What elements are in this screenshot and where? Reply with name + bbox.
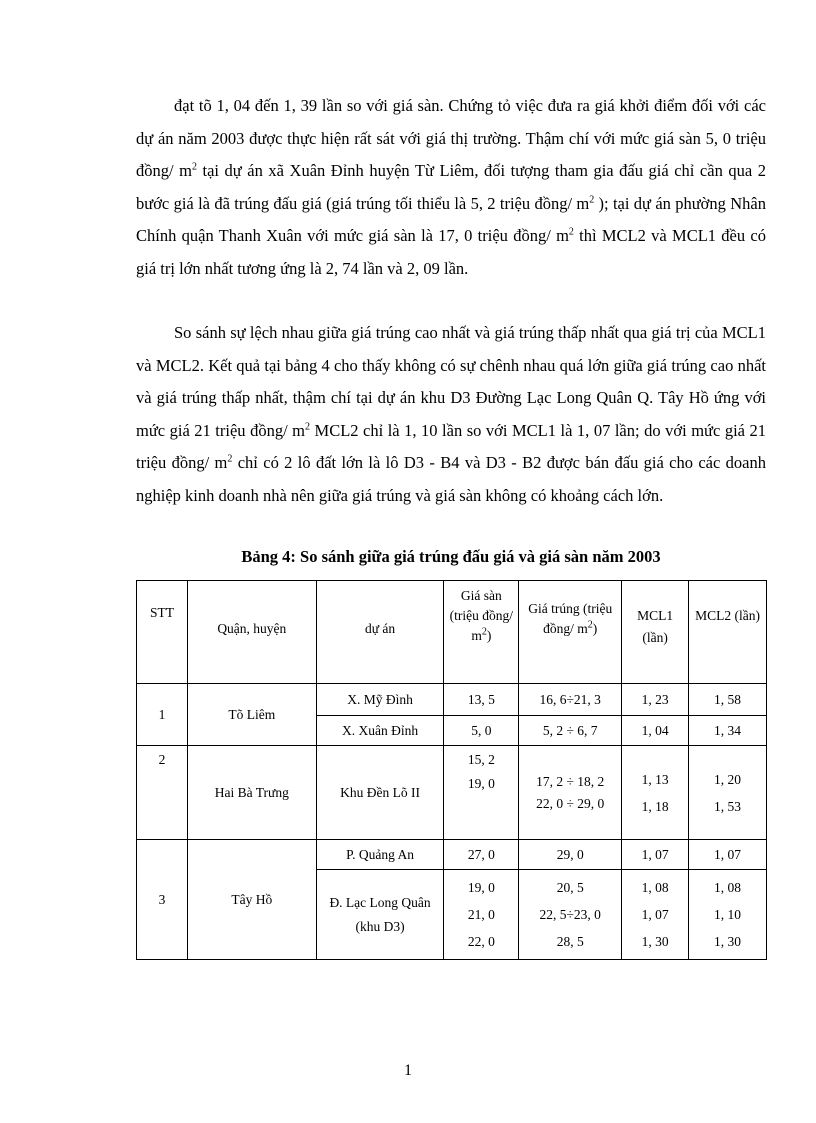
p2-text-b: MCL2 chỉ là 1, 10 lần so với MCL1 là 1, 07 lần; do với mức giá 21 triệu đồng/ m bbox=[136, 420, 766, 472]
floor-value: 15, 2 bbox=[467, 752, 495, 767]
mcl1-value: 1, 30 bbox=[641, 934, 669, 949]
cell-mcl2: 1, 07 bbox=[689, 840, 767, 870]
cell-floor bbox=[444, 746, 519, 840]
p1-text-c: ); tại dự án phường Nhân Chính quận Thanh Xuân với mức giá sàn là 17, 0 triệu đồng/ m bbox=[136, 193, 766, 245]
comparison-table bbox=[136, 580, 767, 960]
header-floor-text: Giá sàn (triệu đồng/ m bbox=[449, 588, 514, 643]
superscript: 2 bbox=[191, 161, 197, 173]
table-row bbox=[137, 840, 767, 870]
p1-text-d: thì MCL2 và MCL1 đều có giá trị lớn nhất tương ứng là 2, 74 lần và 2, 09 lần. bbox=[136, 226, 766, 278]
cell-floor bbox=[444, 870, 519, 960]
mcl1-value: 1, 18 bbox=[641, 798, 669, 814]
superscript: 2 bbox=[568, 226, 574, 238]
page-number: 1 bbox=[404, 1062, 412, 1079]
mcl2-value: 1, 30 bbox=[714, 934, 742, 949]
floor-value: 19, 0 bbox=[467, 880, 495, 895]
cell-floor: 5, 0 bbox=[444, 716, 519, 746]
cell-winning: 29, 0 bbox=[519, 840, 622, 870]
mcl2-value: 1, 20 bbox=[714, 771, 742, 787]
cell-stt: 2 bbox=[137, 746, 188, 840]
superscript: 2 bbox=[481, 626, 487, 638]
p2-text-c: chỉ có 2 lô đất lớn là lô D3 - B4 và D3 - B2 được bán đấu giá cho các doanh nghiệp kinh doanh nhà nên giữa giá trúng và giá sàn không có khoảng cách lớn. bbox=[136, 453, 767, 505]
mcl1-value: 1, 13 bbox=[641, 771, 669, 787]
floor-value: 21, 0 bbox=[467, 907, 495, 922]
cell-floor: 27, 0 bbox=[444, 840, 519, 870]
paragraph-1 bbox=[136, 90, 766, 285]
cell-project: X. Mỹ Đình bbox=[316, 684, 444, 716]
winning-value: 22, 0 ÷ 29, 0 bbox=[536, 795, 605, 811]
cell-mcl2 bbox=[689, 746, 767, 840]
table-row bbox=[137, 746, 767, 840]
winning-value: 17, 2 ÷ 18, 2 bbox=[536, 773, 605, 789]
cell-winning bbox=[519, 870, 622, 960]
cell-mcl1: 1, 07 bbox=[622, 840, 689, 870]
cell-stt: 1 bbox=[137, 684, 188, 746]
header-mcl1: MCL1 (lần) bbox=[622, 581, 689, 684]
winning-value: 28, 5 bbox=[556, 934, 584, 949]
header-stt: STT bbox=[137, 581, 188, 684]
paragraph-2 bbox=[136, 317, 766, 512]
mcl2-value: 1, 53 bbox=[714, 798, 742, 814]
superscript: 2 bbox=[587, 619, 593, 631]
mcl1-value: 1, 07 bbox=[641, 907, 669, 922]
cell-district: Tây Hồ bbox=[187, 840, 316, 960]
table-header-row bbox=[137, 581, 767, 684]
winning-value: 20, 5 bbox=[556, 880, 584, 895]
mcl2-value: 1, 08 bbox=[714, 880, 742, 895]
superscript: 2 bbox=[589, 194, 595, 205]
mcl2-value: 1, 10 bbox=[714, 907, 742, 922]
winning-value: 22, 5÷23, 0 bbox=[539, 907, 601, 922]
cell-project: Đ. Lạc Long Quân (khu D3) bbox=[316, 870, 444, 960]
p1-text-a: đạt tõ 1, 04 đến 1, 39 lần so với giá sàn. Chứng tỏ việc đưa ra giá khởi điểm đối với các dự án năm 2003 được thực hiện rất sát với giá thị trường. Thậm chí với mức giá sàn 5, 0 triệu đồng/ m bbox=[136, 96, 766, 180]
cell-district: Hai Bà Trưng bbox=[187, 746, 316, 840]
p1-text-b: tại dự án xã Xuân Đỉnh huyện Từ Liêm, đối tượng tham gia đấu giá chỉ cần qua 2 bước giá là đã trúng đấu giá (giá trúng tối thiểu là 5, 2 triệu đồng/ m bbox=[136, 161, 766, 213]
table-row bbox=[137, 684, 767, 716]
p2-text-a: So sánh sự lệch nhau giữa giá trúng cao nhất và giá trúng thấp nhất qua giá trị của MCL1 và MCL2. Kết quả tại bảng 4 cho thấy không có sự chênh nhau quá lớn giữa giá trúng cao nhất và giá trúng thấp nhất, thậm chí tại dự án khu D3 Đường Lạc Long Quân Q. Tây Hồ ứng với mức giá 21 triệu đồng/ m bbox=[136, 323, 766, 440]
table-caption: Bảng 4: So sánh giữa giá trúng đấu giá và giá sàn năm 2003 bbox=[241, 547, 661, 566]
cell-mcl1 bbox=[622, 870, 689, 960]
floor-value: 22, 0 bbox=[467, 934, 495, 949]
cell-winning bbox=[519, 746, 622, 840]
cell-mcl1 bbox=[622, 746, 689, 840]
cell-project: X. Xuân Đỉnh bbox=[316, 716, 444, 746]
cell-mcl2 bbox=[689, 870, 767, 960]
header-floor-price bbox=[444, 581, 519, 684]
cell-mcl1: 1, 23 bbox=[622, 684, 689, 716]
cell-district: Tõ Liêm bbox=[187, 684, 316, 746]
cell-winning: 16, 6÷21, 3 bbox=[519, 684, 622, 716]
cell-stt: 3 bbox=[137, 840, 188, 960]
header-project: dự án bbox=[316, 581, 444, 684]
header-floor-end: ) bbox=[486, 628, 492, 643]
mcl1-value: 1, 08 bbox=[641, 880, 669, 895]
cell-winning: 5, 2 ÷ 6, 7 bbox=[519, 716, 622, 746]
floor-value: 19, 0 bbox=[467, 776, 495, 791]
header-winning-text: Giá trúng (triệu đồng/ m bbox=[528, 601, 613, 636]
cell-mcl1: 1, 04 bbox=[622, 716, 689, 746]
cell-mcl2: 1, 34 bbox=[689, 716, 767, 746]
cell-mcl2: 1, 58 bbox=[689, 684, 767, 716]
header-district: Quận, huyện bbox=[187, 581, 316, 684]
superscript: 2 bbox=[305, 421, 310, 432]
header-mcl2: MCL2 (lần) bbox=[689, 581, 767, 684]
cell-project: P. Quảng An bbox=[316, 840, 444, 870]
cell-floor: 13, 5 bbox=[444, 684, 519, 716]
header-winning-price bbox=[519, 581, 622, 684]
cell-project: Khu Đền Lõ II bbox=[316, 746, 444, 840]
header-winning-end: ) bbox=[592, 621, 598, 636]
superscript: 2 bbox=[227, 453, 233, 465]
